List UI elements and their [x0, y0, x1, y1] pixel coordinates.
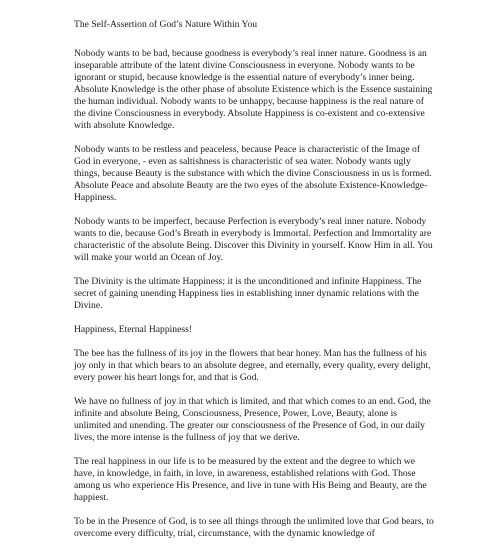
paragraph: The real happiness in our life is to be measured by the extent and the degree to which we have, in knowledge, in faith, in love, in awareness, established relations with God. Those among us who experience His Presence, and live in tune with His Being and Beauty, are the happiest. — [74, 456, 427, 503]
document-title: The Self-Assertion of God’s Nature Within You — [74, 19, 258, 30]
paragraph: The bee has the fullness of its joy in the flowers that bear honey. Man has the fullness of his joy only in that which bears to an absolute degree, and eternally, every quality, every delight, every power his heart longs for, and that is God. — [74, 348, 431, 383]
section-heading: Happiness, Eternal Happiness! — [74, 324, 193, 335]
paragraph: The Divinity is the ultimate Happiness; it is the unconditioned and infinite Happiness. The secret of gaining unending Happiness lies in establishing inner dynamic relations with the Divine. — [74, 276, 422, 311]
paragraph: To be in the Presence of God, is to see all things through the unlimited love that God bears, to overcome every difficulty, trial, circumstance, with the dynamic knowledge of — [74, 516, 434, 539]
paragraph: Nobody wants to be bad, because goodness is everybody’s real inner nature. Goodness is an inseparable attribute of the latent divine Consciousness in everyone. Nobody wants to be ignorant or stupid, because knowledge is the essential nature of everybody’s inner being. Absolute Knowledge is the other phase of absolute Existence which is the Essence sustaining the human individual. Nobody wants to be unhappy, because happiness is the real nature of the divine Consciousness in everybody. Absolute Happiness is co-existent and co-extensive with absolute Knowledge. — [74, 48, 433, 131]
paragraph: Nobody wants to be restless and peaceless, because Peace is characteristic of the Image of God in everyone, - even as saltishness is characteristic of sea water. Nobody wants ugly things, because Beauty is the substance with which the divine Consciousness in us is formed. Absolute Peace and absolute Beauty are the two eyes of the absolute Existence-Knowledge-Happiness. — [74, 144, 432, 203]
paragraph: We have no fullness of joy in that which is limited, and that which comes to an end. God, the infinite and absolute Being, Consciousness, Presence, Power, Love, Beauty, alone is unlimited and unending. The greater our consciousness of the Presence of God, in our daily lives, the more intense is the fullness of joy that we derive. — [74, 396, 431, 443]
paragraph: Nobody wants to be imperfect, because Perfection is everybody’s real inner nature. Nobody wants to die, because God’s Breath in everybody is Immortal. Perfection and Immortality are characteristic of the absolute Being. Discover this Divinity in yourself. Know Him in all. You will make your world an Ocean of Joy. — [74, 216, 433, 263]
document-page — [74, 19, 436, 552]
